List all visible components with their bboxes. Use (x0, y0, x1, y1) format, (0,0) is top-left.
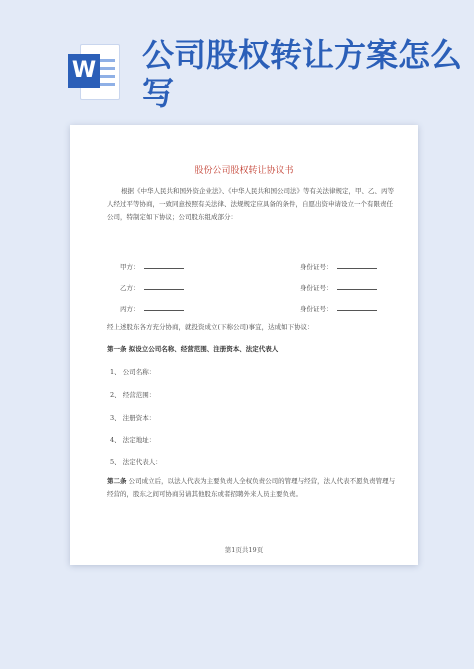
article-1-heading: 第一条 拟设立公司名称、经营范围、注册资本、法定代表人 (107, 345, 279, 353)
party-a-id-field (300, 261, 377, 271)
article-2-label: 第二条 (107, 477, 127, 485)
document-title: 股份公司股权转让协议书 (194, 166, 294, 176)
party-b-id-blank (337, 282, 377, 290)
party-b-id-field (300, 282, 377, 292)
party-a-id-blank (337, 261, 377, 269)
word-document-icon (68, 44, 118, 98)
header-banner (0, 0, 474, 120)
list-item-legal-address: 4、 法定地址： (110, 436, 156, 444)
party-b-id-label: 身份证号： (300, 284, 333, 292)
document-page (70, 125, 418, 565)
intro-paragraph: 根据《中华人民共和国外资企业法》、《中华人民共和国公司法》等有关法律规定，甲、乙、丙等人经过平等协商，一致同意按照有关法律、法规规定应具备的条件，自愿出资申请设立一个有限责任公司，特制定如下协议；公司股东组成部分： (107, 187, 394, 221)
consensus-paragraph: 经上述股东各方充分协商，就投资成立(下称公司)事宜，达成如下协议： (107, 323, 314, 331)
party-b-label: 乙方： (120, 284, 140, 292)
article-2-text: 公司成立后，以法人代表为主要负责人全权负责公司的管理与经营，法人代表不愿负责管理与经营的，股东之间可协商另请其他股东或者招聘外来人员主要负责。 (107, 477, 396, 498)
list-item-company-name: 1、 公司名称： (110, 368, 156, 376)
list-item-registered-capital: 3、 注册资本： (110, 414, 156, 422)
party-c-id-blank (337, 303, 377, 311)
party-c-blank (144, 303, 184, 311)
list-item-legal-representative: 5、 法定代表人： (110, 458, 162, 466)
party-c-label: 丙方： (120, 305, 140, 313)
list-item-business-scope: 2、 经营范围： (110, 391, 156, 399)
party-a-field (120, 261, 184, 271)
party-a-blank (144, 261, 184, 269)
party-c-id-label: 身份证号： (300, 305, 333, 313)
party-c-field (120, 303, 184, 313)
party-b-field (120, 282, 184, 292)
party-c-id-field (300, 303, 377, 313)
article-2-paragraph (107, 475, 397, 501)
word-badge: W (68, 54, 100, 88)
page-title: 公司股权转让方案怎么写 (142, 36, 463, 112)
page-number-footer: 第1页共19页 (224, 546, 264, 554)
party-a-label: 甲方： (120, 263, 140, 271)
party-b-blank (144, 282, 184, 290)
party-a-id-label: 身份证号： (300, 263, 333, 271)
